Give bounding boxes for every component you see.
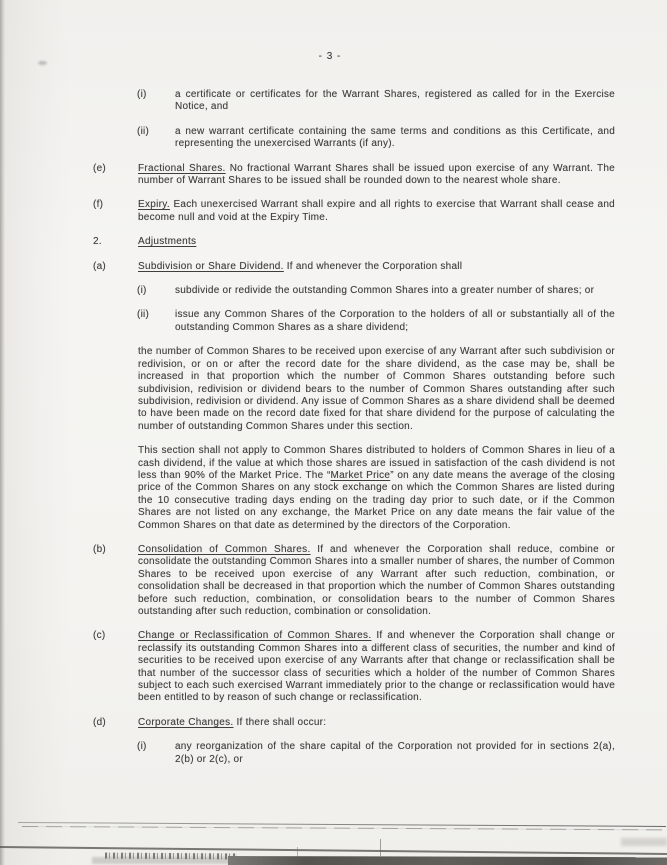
list-item-certificate	[137, 89, 615, 114]
list-item-consolidation	[93, 544, 615, 618]
section-heading-adjustments	[93, 236, 615, 248]
list-marker: (d)	[93, 716, 106, 728]
list-text	[138, 717, 615, 729]
list-marker: (e)	[93, 162, 106, 174]
page-number: - 3 -	[318, 51, 342, 62]
scan-smudge	[621, 838, 667, 846]
item-heading: Change or Reclassification of Common Shares.	[138, 630, 372, 642]
section-number: 2.	[93, 236, 102, 248]
item-heading: Expiry.	[138, 199, 170, 211]
list-text	[138, 544, 615, 618]
list-text: subdivide or redivide the outstanding Common Shares into a greater number of shares; or	[175, 285, 595, 297]
list-item-corporate-changes	[93, 717, 615, 729]
list-marker: (c)	[93, 630, 106, 642]
list-marker: (b)	[93, 543, 106, 555]
item-body: If and whenever the Corporation shall change or reclassify its outstanding Common Shares into a different class of securities, the number and kind of securities to be received upon exercise of any Warrants after that change or reclassification shall be that number of the successor class of securities which a holder of the number of Common Shares subject to each such exercised Warrant immediately prior to the change or reclassification would have been entitled to by reason of such change or reclassification.	[138, 630, 616, 704]
list-item-new-warrant-certificate	[137, 126, 615, 151]
scan-left-edge-shadow	[0, 0, 5, 865]
item-heading: Fractional Shares.	[138, 162, 226, 174]
list-marker: (ii)	[137, 309, 150, 321]
item-heading: Subdivision or Share Dividend.	[138, 260, 284, 272]
list-item-fractional-shares	[93, 163, 615, 188]
scan-streak-line	[0, 846, 667, 854]
list-item-reorganization	[137, 741, 615, 766]
item-body: No fractional Warrant Shares shall be issued upon exercise of any Warrant. The number of Warrant Shares to be issued shall be rounded down to the nearest whole share.	[138, 162, 615, 187]
document-body	[93, 89, 615, 778]
item-body: If and whenever the Corporation shall reduce, combine or consolidate the outstanding Common Shares into a smaller number of shares, the number of Common Shares to be received upon exercise of any Warrant after such reduction, combination, or consolidation shall be decreased in that proportion which the number of Common Shares outstanding before such reduction, combination, or consolidation bears to the number of Common Shares outstanding after such reduction, combination or consolidation.	[138, 543, 616, 617]
list-marker: (a)	[93, 260, 106, 272]
defined-term-market-price: Market Price	[330, 469, 391, 481]
list-marker: (i)	[137, 89, 147, 100]
list-text	[138, 199, 615, 224]
list-text: a new warrant certificate containing the same terms and conditions as this Certificate, and representing the unexercised Warrants (if any).	[175, 125, 615, 150]
item-heading: Consolidation of Common Shares.	[138, 543, 311, 555]
list-marker: (i)	[137, 285, 147, 297]
scan-bottom-dark-bar	[228, 856, 667, 865]
paragraph-segment: ” on any date means the average of the closing price of the Common Shares on any stock exchange on which the Common Shares are listed during the 10 consecutive trading days ending on the trading day prior to such date, or if the Common Shares are not listed on any exchange, the Market Price on any date means the fair value of the Common Shares on that date as determined by the directors of the Corporation.	[138, 469, 616, 531]
list-text	[138, 261, 615, 273]
item-body: If and whenever the Corporation shall	[286, 260, 463, 272]
list-text	[138, 163, 615, 188]
item-body: If there shall occur:	[236, 716, 327, 728]
list-text	[138, 630, 615, 704]
list-text: any reorganization of the share capital of the Corporation not provided for in sections 2(a), 2(b) or 2(c), or	[175, 741, 615, 765]
list-marker: (f)	[93, 199, 104, 211]
list-item-subdivide	[137, 285, 615, 297]
paragraph-segment: This section shall not apply to Common Shares distributed to holders of Common Shares in lieu of a cash dividend, if the value at which those shares are issued in satisfaction of the cash dividend is not less than 90% of the Market Price. The “	[138, 445, 615, 481]
paragraph-market-price	[138, 445, 615, 532]
list-item-reclassification	[93, 630, 615, 704]
list-item-share-dividend	[137, 309, 615, 334]
item-body: Each unexercised Warrant shall expire and all rights to exercise that Warrant shall cease and become null and void at the Expiry Time.	[138, 199, 615, 223]
list-text: a certificate or certificates for the Warrant Shares, registered as called for in the Exercise Notice, and	[175, 89, 615, 113]
section-title: Adjustments	[138, 236, 197, 248]
list-marker: (i)	[137, 741, 147, 753]
scan-artifact-tick	[380, 839, 381, 856]
scan-illegible-footer-text	[105, 853, 237, 860]
paragraph-share-increase: the number of Common Shares to be received upon exercise of any Warrant after such subdivision or redivision, or on or after the record date for the share dividend, as the case may be, shall be increased in that proportion which the number of Common Shares outstanding before such subdivision, redivision or dividend bears to the number of Common Shares outstanding after such subdivision, redivision or dividend. Any issue of Common Shares as a share dividend shall be deemed to have been made on the record date fixed for that share dividend for the purpose of calculating the number of outstanding Common Shares under this section.	[138, 346, 615, 432]
list-item-subdivision	[93, 261, 615, 273]
item-heading: Corporate Changes.	[138, 716, 234, 728]
list-item-expiry	[93, 199, 615, 224]
list-marker: (ii)	[137, 125, 150, 137]
list-text: issue any Common Shares of the Corporation to the holders of all or substantially all of the outstanding Common Shares as a share dividend;	[175, 309, 615, 333]
